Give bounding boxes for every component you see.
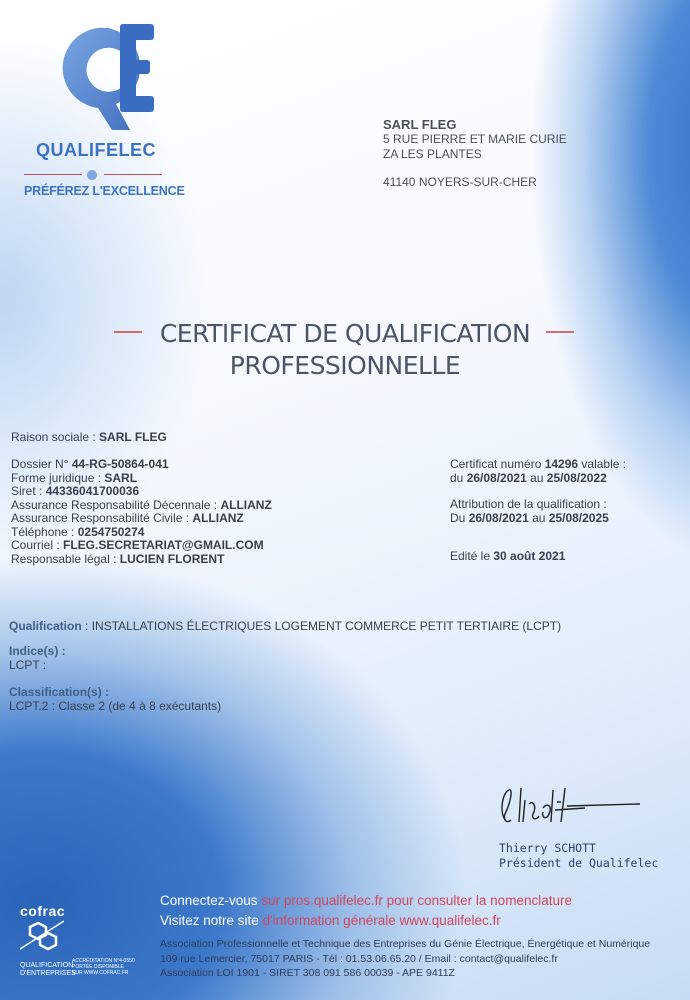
assurance-decennale-value: ALLIANZ <box>220 497 272 512</box>
signature-icon <box>495 780 645 830</box>
qualification-label: Qualification <box>9 619 82 633</box>
edite-date: 30 août 2021 <box>493 549 566 563</box>
connect-line[interactable] <box>160 891 572 911</box>
attr-to: 25/08/2025 <box>548 510 609 525</box>
qualification-row <box>9 620 561 634</box>
siret-value: 44336041700036 <box>45 484 140 498</box>
responsable-label: Responsable légal : <box>11 551 120 566</box>
raison-sociale-label: Raison sociale : <box>11 430 100 444</box>
logo-tagline: PRÉFÉREZ L'EXCELLENCE <box>24 184 185 198</box>
responsable-row <box>11 553 272 567</box>
assoc-line-2: 109 rue Lemercier, 75017 PARIS - Tél : 01.53.06.65.20 / Email : contact@qualifelec.fr <box>160 952 558 965</box>
responsable-value: LUCIEN FLORENT <box>119 551 225 566</box>
cofrac-hexagon-icon <box>20 919 64 953</box>
valid-from-prefix: du <box>450 470 467 485</box>
edition-date <box>450 550 565 564</box>
telephone-value: 0254750274 <box>77 524 145 539</box>
siret-row <box>11 485 272 499</box>
indices-label: Indice(s) : <box>9 644 66 658</box>
edite-label: Edité le <box>450 549 494 563</box>
signatory <box>499 841 658 871</box>
assoc-line-1: Association Professionnelle et Technique des Entreprises du Génie Électrique, Énergétique et Numérique <box>160 938 651 950</box>
courriel-row <box>11 539 272 553</box>
assurance-civile-value: ALLIANZ <box>192 511 244 525</box>
cofrac-title: cofrac <box>20 903 66 919</box>
assurance-civile-row <box>11 512 272 526</box>
dossier-row <box>11 458 272 472</box>
telephone-row <box>11 526 272 540</box>
recipient-address <box>383 117 567 190</box>
assurance-civile-label: Assurance Responsabilité Civile : <box>11 511 193 525</box>
attr-from: 26/08/2021 <box>468 510 529 525</box>
title-line-1: CERTIFICAT DE QUALIFICATION <box>159 319 531 348</box>
logo-name: QUALIFELEC <box>36 140 156 160</box>
plus-dot-icon <box>87 170 97 180</box>
cofrac-acc-2: PORTÉE DISPONIBLE <box>72 964 124 970</box>
attr-from-prefix: Du <box>450 510 469 525</box>
dossier-value: 44-RG-50864-041 <box>71 457 169 471</box>
connect-a: Connectez-vous <box>160 893 262 908</box>
cofrac-sub-1: QUALIFICATION <box>20 962 74 969</box>
forme-value: SARL <box>104 470 138 485</box>
indices-block <box>9 645 66 672</box>
forme-row <box>11 472 272 486</box>
title-line-2: PROFESSIONNELLE <box>229 351 461 380</box>
assurance-decennale-row <box>11 499 272 513</box>
cofrac-acc-1: ACCRÉDITATION N°4-0550 <box>72 958 135 964</box>
assurance-decennale-label: Assurance Responsabilité Décennale : <box>11 497 221 512</box>
certificate-title <box>0 318 690 382</box>
qualifelec-qe-logo-icon <box>50 20 160 132</box>
valid-from: 26/08/2021 <box>466 470 527 485</box>
assoc-line-3: Association LOI 1901 - SIRET 308 091 586 00039 - APE 9411Z <box>160 967 455 979</box>
cofrac-logo <box>20 903 76 978</box>
certificate-validity <box>450 458 626 485</box>
address-city: 41140 NOYERS-SUR-CHER <box>383 175 537 189</box>
signatory-name: Thierry SCHOTT <box>499 841 596 855</box>
forme-label: Forme juridique : <box>11 470 105 485</box>
company-details <box>11 458 272 566</box>
visit-line[interactable] <box>160 911 572 931</box>
cofrac-acc-3: SUR WWW.COFRAC.FR <box>72 970 129 976</box>
address-line-2: ZA LES PLANTES <box>383 147 482 161</box>
classification-label: Classification(s) : <box>9 685 110 699</box>
dossier-label: Dossier N° <box>11 457 72 471</box>
classification-value: : Classe 2 (de 4 à 8 exécutants) <box>48 698 222 713</box>
address-line-1: 5 RUE PIERRE ET MARIE CURIE <box>383 132 567 146</box>
cert-number-suffix: valable : <box>578 457 627 471</box>
courriel-label: Courriel : <box>11 538 64 552</box>
cert-number-label: Certificat numéro <box>450 457 545 471</box>
courriel-value: FLEG.SECRETARIAT@GMAIL.COM <box>63 538 264 552</box>
valid-mid: au <box>526 470 547 485</box>
raison-sociale-value: SARL FLEG <box>99 430 167 444</box>
indices-value: LCPT : <box>9 657 47 672</box>
siret-label: Siret : <box>11 484 46 498</box>
signatory-role: Président de Qualifelec <box>499 856 659 870</box>
recipient-name: SARL FLEG <box>383 117 457 132</box>
attr-mid: au <box>528 510 549 525</box>
association-info <box>160 937 650 981</box>
cert-number: 14296 <box>544 457 579 471</box>
cofrac-sub-2: D'ENTREPRISES <box>20 970 76 977</box>
website-link[interactable]: d'information générale www.qualifelec.fr <box>262 913 501 928</box>
raison-sociale <box>11 431 167 445</box>
valid-to: 25/08/2022 <box>546 470 607 485</box>
classification-code: LCPT.2 <box>9 698 49 713</box>
classification-block <box>9 686 221 713</box>
attribution-label: Attribution de la qualification : <box>450 497 607 511</box>
logo-divider <box>24 170 162 180</box>
attribution-period <box>450 498 609 525</box>
footer-links <box>160 891 572 931</box>
cofrac-accreditation <box>72 958 135 976</box>
qualification-value: : INSTALLATIONS ÉLECTRIQUES LOGEMENT COMMERCE PETIT TERTIAIRE (LCPT) <box>81 619 562 633</box>
telephone-label: Téléphone : <box>11 524 78 539</box>
pros-link[interactable]: sur pros.qualifelec.fr pour consulter la nomenclature <box>261 893 572 908</box>
visit-a: Visitez notre site <box>160 913 263 928</box>
